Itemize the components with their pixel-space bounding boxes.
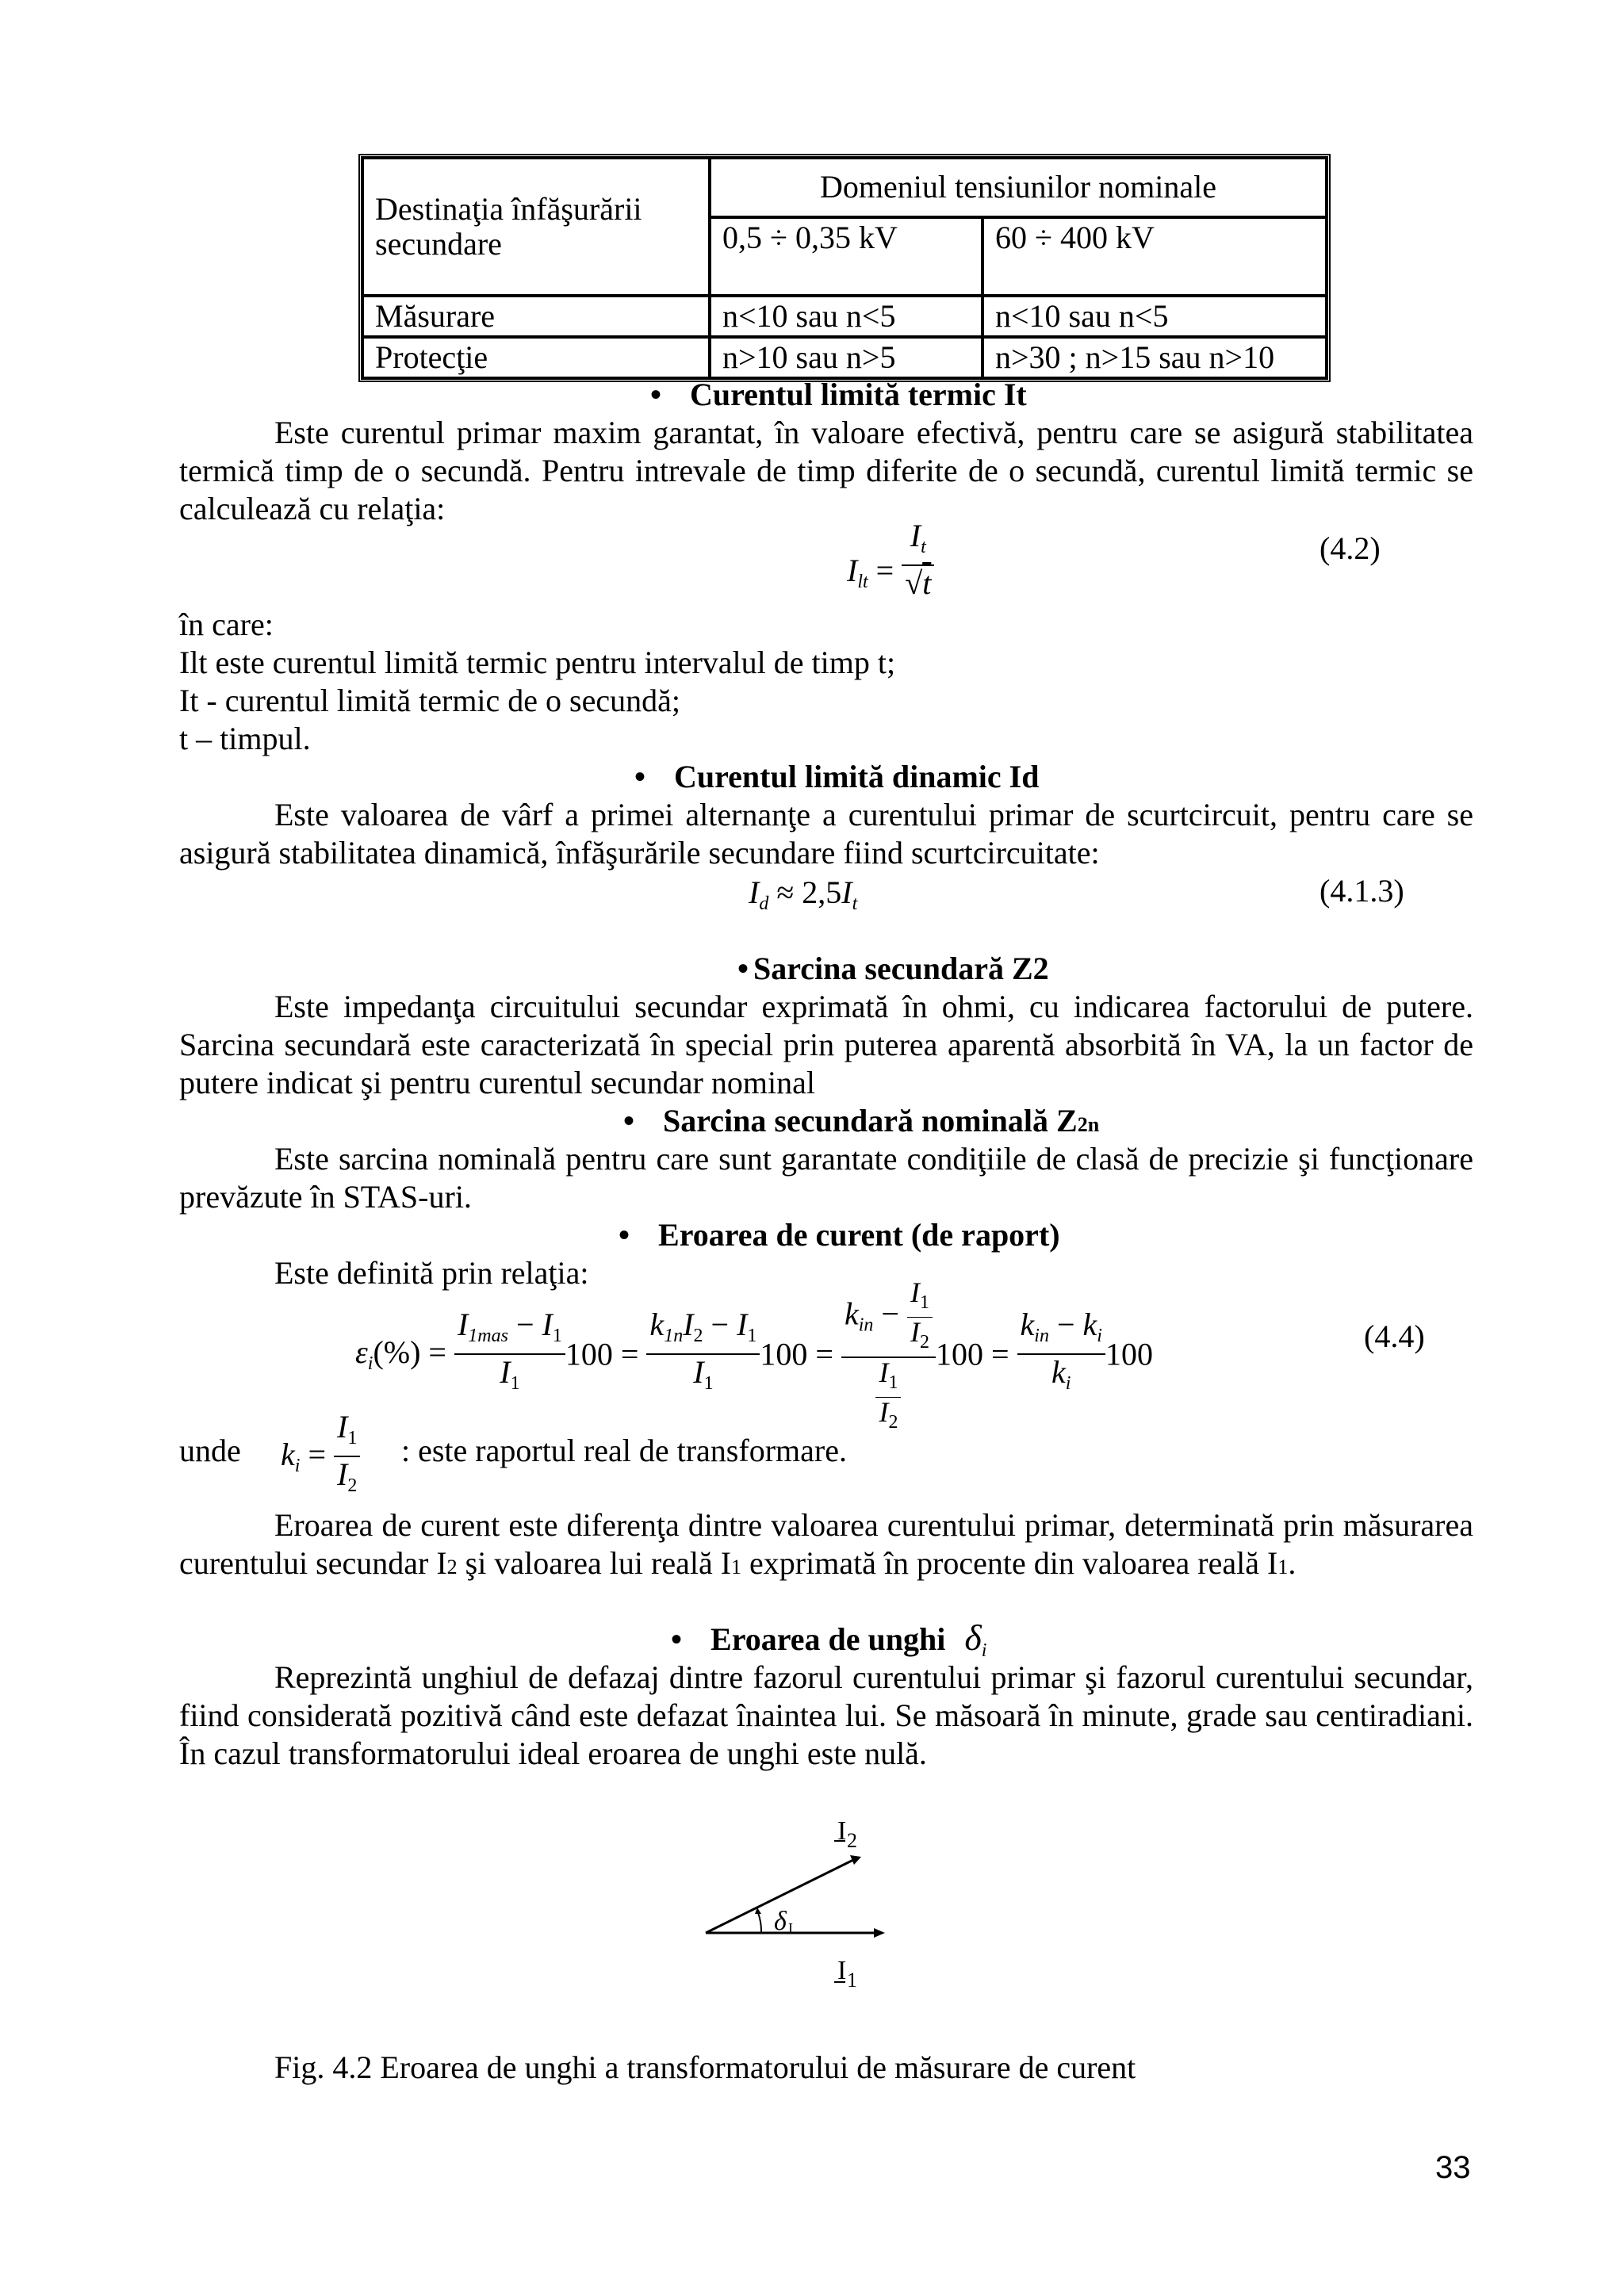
- section-heading-dynamic-current: • Curentul limită dinamic Id: [634, 759, 1040, 794]
- page-number: 33: [1435, 2150, 1471, 2185]
- table-cell: Măsurare: [362, 296, 710, 337]
- table-header-destination: Destinaţia înfăşurării secundare: [362, 158, 710, 296]
- equation-number: (4.2): [1320, 530, 1381, 566]
- definition-line: Ilt este curentul limită termic pentru intervalul de timp t;: [179, 645, 896, 680]
- where-label: unde: [179, 1433, 241, 1468]
- definition-line: It - curentul limită termic de o secundă;: [179, 683, 680, 718]
- equation-4-4: $\varepsilon_i(\%)$ = $\frac{I_{1mas} - I_1}{I_1}$ 100 = $\frac{k_{1n}I_2 - I_1}{I_1}$ 100 = $k_{in}$ − $\frac{I_1}{I_2}$ $\frac{I_1}{I_2}$ 100 = $\frac{k_{in} - k_i}{k_i}$ 100: [355, 1276, 1153, 1433]
- table-header-voltage-range: Domeniul tensiunilor nominale: [710, 158, 1327, 217]
- equation-4-1-3: $I_d \approx 2,5I_t$: [749, 874, 858, 914]
- definition-line: t – timpul.: [179, 721, 311, 756]
- table-header-high-voltage: 60 ÷ 400 kV: [982, 217, 1327, 296]
- label-delta: δ: [774, 1907, 787, 1936]
- section-heading-angle-error: • Eroarea de unghi $\delta_i$: [671, 1617, 987, 1661]
- bullet-icon: •: [737, 951, 749, 986]
- table-cell: n<10 sau n<5: [710, 296, 982, 337]
- label-i2-sub: 2: [847, 1829, 857, 1852]
- table-row: [362, 296, 1327, 337]
- voltage-table: [358, 154, 1331, 382]
- arrow-head-icon: [874, 1928, 885, 1938]
- table-header-low-voltage: 0,5 ÷ 0,35 kV: [710, 217, 982, 296]
- equation-number: (4.1.3): [1320, 873, 1404, 909]
- section-heading-secondary-load: • Sarcina secundară Z2: [737, 951, 1049, 986]
- equation-4-2: $I_{lt}$ = $\frac{I_t}{√t}$: [847, 519, 934, 601]
- phasor-diagram: [698, 1816, 904, 2006]
- bullet-icon: •: [650, 377, 662, 412]
- ratio-explanation: : este raportul real de transformare.: [401, 1433, 847, 1468]
- label-i1: I: [837, 1956, 847, 1985]
- bullet-icon: •: [619, 1217, 630, 1253]
- equation-intro: Este definită prin relaţia:: [274, 1255, 589, 1291]
- figure-caption: Fig. 4.2 Eroarea de unghi a transformatorului de măsurare de curent: [274, 2049, 1136, 2085]
- table-cell: Protecţie: [362, 337, 710, 378]
- paragraph-angle-error: Reprezintă unghiul de defazaj dintre fazorul curentului primar şi fazorul curentului secundar, fiind considerată pozitivă când este defazat înaintea lui. Se măsoară în minute, grade sau centiradiani. În cazul transformatorului ideal eroarea de unghi este nulă.: [179, 1659, 1473, 1771]
- equation-number: (4.4): [1364, 1318, 1425, 1354]
- table-cell: n<10 sau n<5: [982, 296, 1327, 337]
- bullet-icon: •: [671, 1621, 683, 1657]
- table-cell: n>10 sau n>5: [710, 337, 982, 378]
- paragraph-nominal-load: Este sarcina nominală pentru care sunt garantate condiţiile de clasă de precizie şi funcţionare prevăzute în STAS-uri.: [179, 1141, 1473, 1215]
- label-i2: I: [837, 1816, 847, 1846]
- table-row: [362, 337, 1327, 378]
- table-row: [362, 158, 1327, 217]
- section-heading-thermal-current: • Curentul limită termic It: [650, 377, 1027, 412]
- paragraph-dynamic-current: Este valoarea de vârf a primei alternanţe a curentului primar de scurtcircuit, pentru care se asigură stabilitatea dinamică, înfăşurările secundare fiind scurtcircuitate:: [179, 797, 1473, 871]
- label-delta-sub: I: [788, 1920, 793, 1936]
- definitions-intro: în care:: [179, 607, 274, 642]
- bullet-icon: •: [623, 1103, 635, 1138]
- angle-arc: [757, 1911, 761, 1933]
- section-heading-current-error: • Eroarea de curent (de raport): [619, 1217, 1060, 1253]
- label-i1-sub: 1: [847, 1969, 857, 1992]
- paragraph-thermal-current: Este curentul primar maxim garantat, în valoare efectivă, pentru care se asigură stabilitatea termică timp de o secundă. Pentru intrevale de timp diferite de o secundă, curentul limită termic se calculează cu relaţia:: [179, 415, 1473, 526]
- equation-ki: $k_i$ = $\frac{I_1}{I_2}$: [281, 1410, 360, 1503]
- paragraph-secondary-load: Este impedanţa circuitului secundar exprimată în ohmi, cu indicarea factorului de putere. Sarcina secundară este caracterizată în special prin puterea aparentă absorbită în VA, la un factor de putere indicat şi pentru curentul secundar nominal: [179, 989, 1473, 1100]
- table-cell: n>30 ; n>15 sau n>10: [982, 337, 1327, 378]
- section-heading-nominal-load: • Sarcina secundară nominală Z2n: [623, 1103, 1100, 1138]
- bullet-icon: •: [634, 759, 646, 794]
- paragraph-current-error: Eroarea de curent este diferenţa dintre valoarea curentului primar, determinată prin măsurarea curentului secundar I2 şi valoarea lui reală I1 exprimată în procente din valoarea reală I1.: [179, 1507, 1473, 1581]
